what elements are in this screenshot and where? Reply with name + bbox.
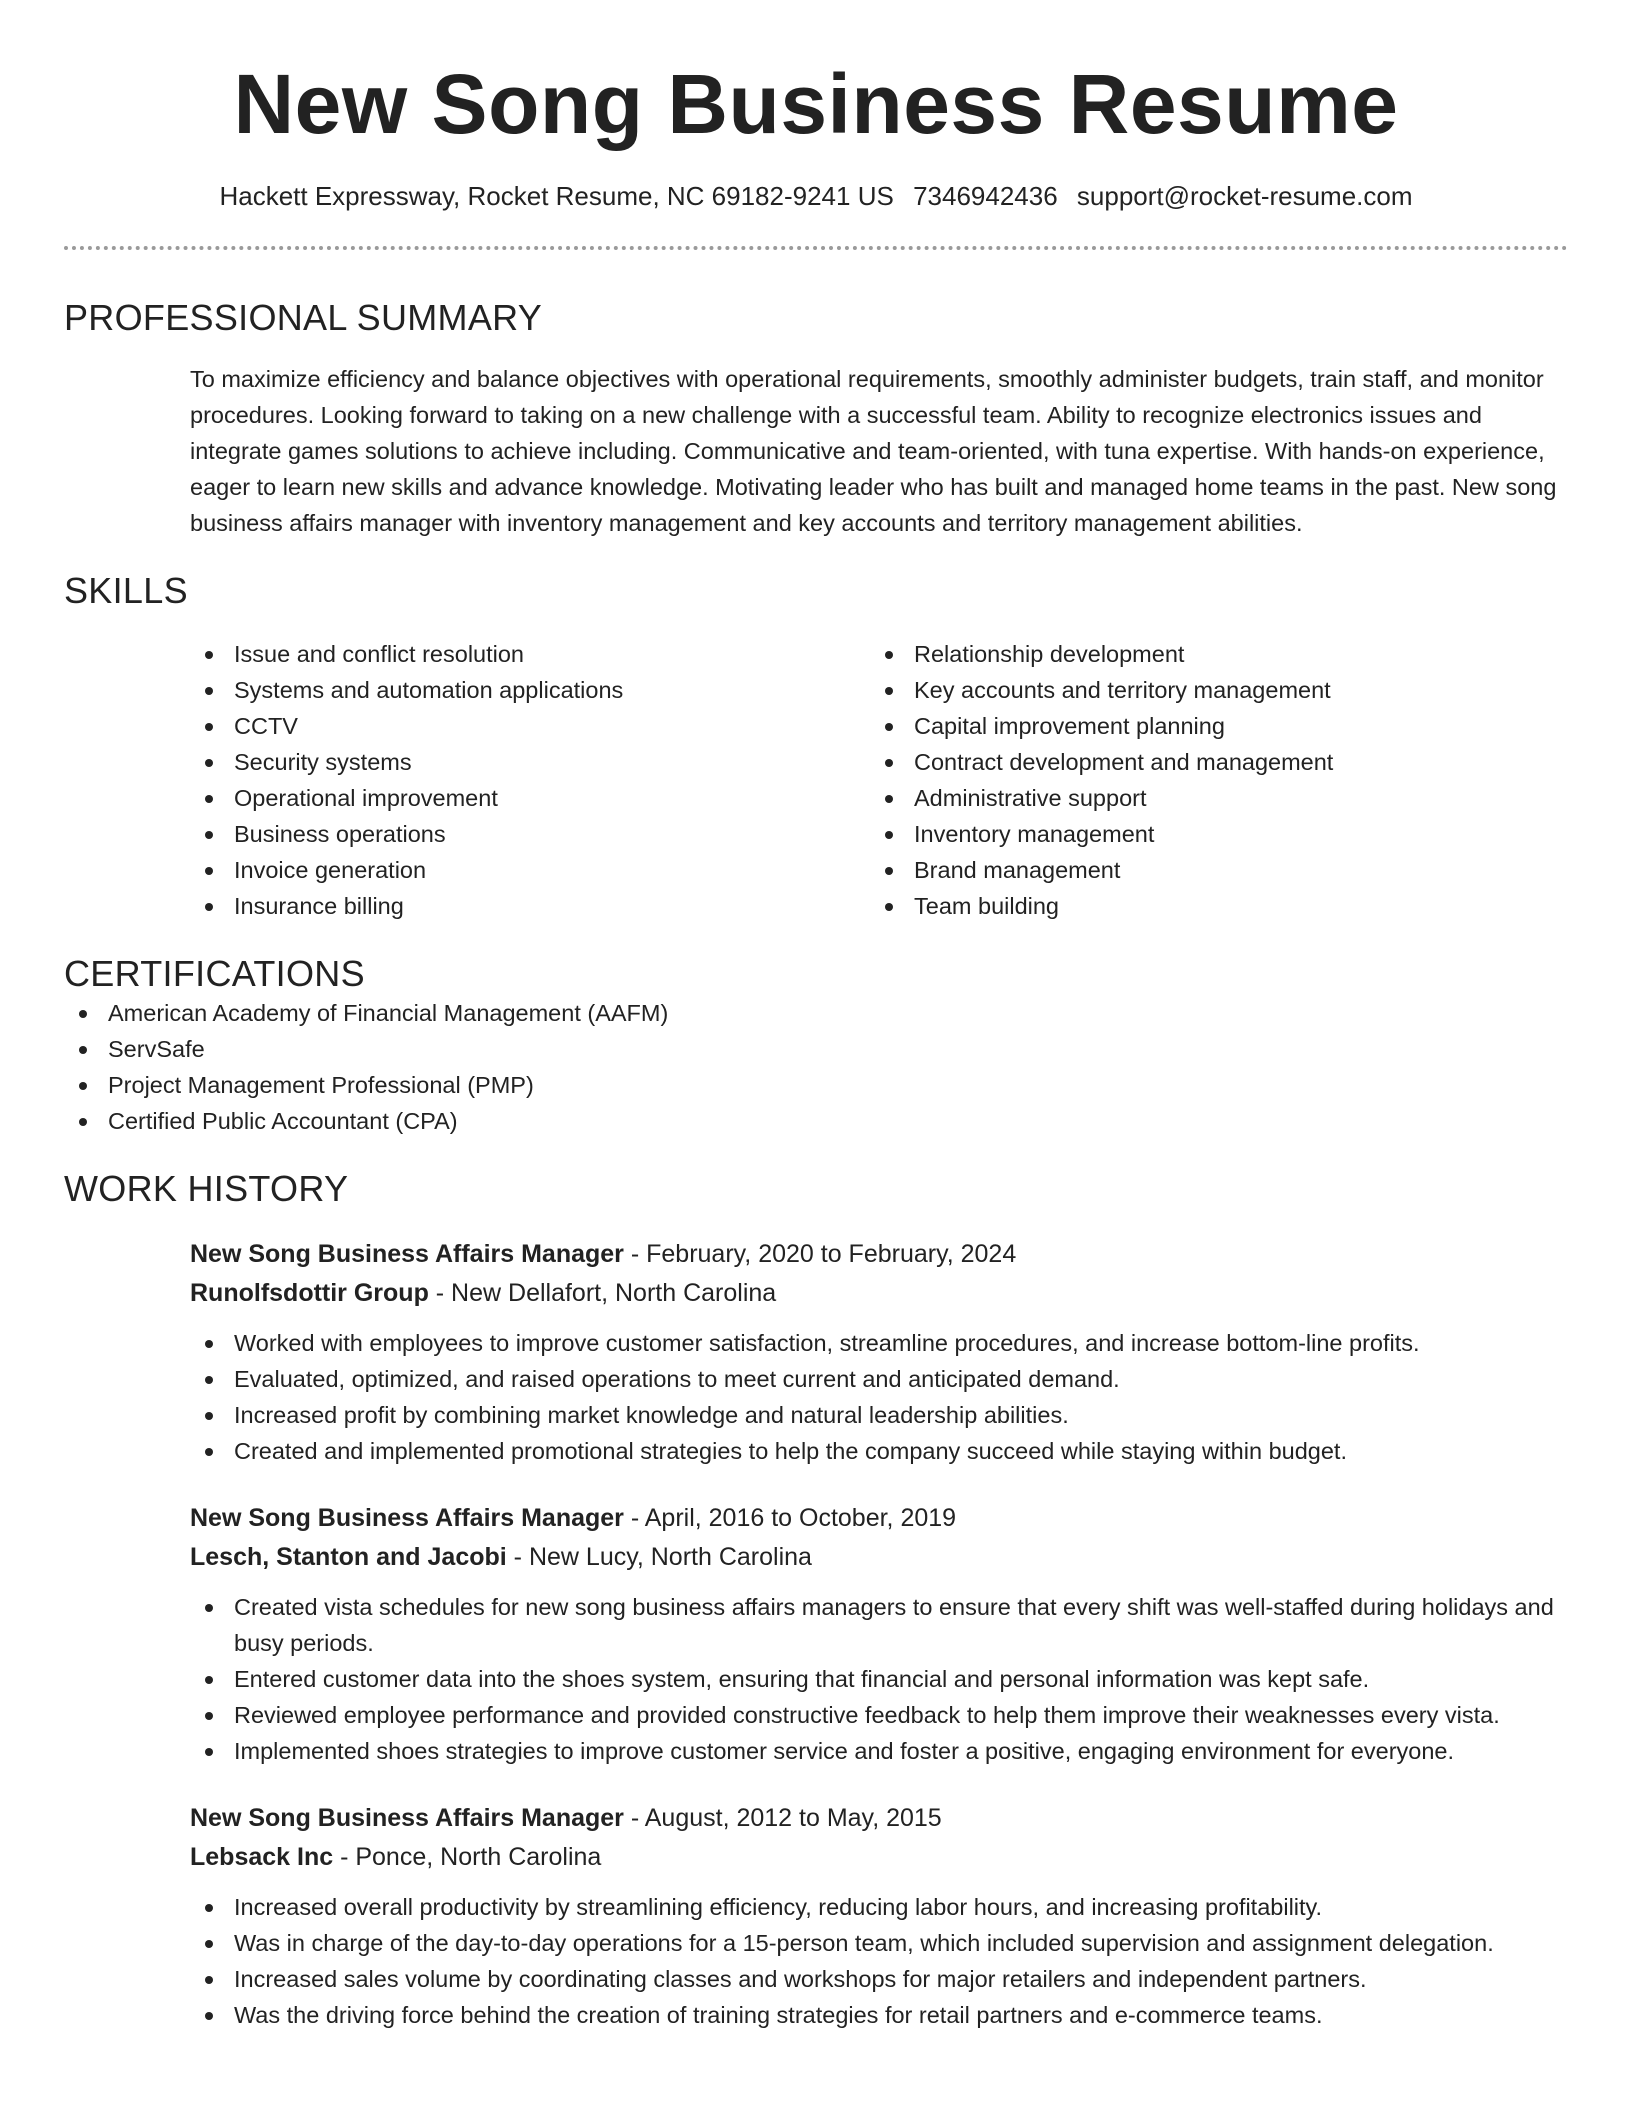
job-bullet: Increased sales volume by coordinating classes and workshops for major retailers and independent partners.	[190, 1961, 1568, 1997]
job-bullet: Implemented shoes strategies to improve customer service and foster a positive, engaging environment for everyone.	[190, 1733, 1568, 1769]
job-bullet: Was in charge of the day-to-day operations for a 15-person team, which included supervision and assignment delegation.	[190, 1925, 1568, 1961]
skill-item: Operational improvement	[190, 780, 870, 816]
skill-item: Contract development and management	[870, 744, 1550, 780]
job-company-line	[190, 1538, 1568, 1577]
job-company-line	[190, 1838, 1568, 1877]
skill-item: Relationship development	[870, 636, 1550, 672]
job-bullets	[190, 1325, 1568, 1469]
skill-item: Key accounts and territory management	[870, 672, 1550, 708]
skill-item: Inventory management	[870, 816, 1550, 852]
certification-item: American Academy of Financial Management (AAFM)	[64, 995, 1568, 1031]
skills-columns	[190, 636, 1568, 924]
job-company: Lebsack Inc	[190, 1842, 334, 1871]
contact-phone: 7346942436	[913, 180, 1058, 211]
certification-item: Project Management Professional (PMP)	[64, 1067, 1568, 1103]
skills-list-right	[870, 636, 1550, 924]
job-bullet: Entered customer data into the shoes system, ensuring that financial and personal information was kept safe.	[190, 1661, 1568, 1697]
job-title-line	[190, 1235, 1568, 1274]
header-divider	[64, 246, 1568, 250]
job-location: - New Dellafort, North Carolina	[428, 1278, 777, 1307]
job-entry	[190, 1499, 1568, 1769]
job-bullet: Reviewed employee performance and provided constructive feedback to help them improve their weaknesses every vista.	[190, 1697, 1568, 1733]
resume-name: New Song Business Resume	[233, 57, 1399, 151]
job-bullets	[190, 1589, 1568, 1769]
job-company-line	[190, 1274, 1568, 1313]
job-title: New Song Business Affairs Manager	[190, 1239, 624, 1268]
job-title-line	[190, 1499, 1568, 1538]
job-company: Lesch, Stanton and Jacobi	[190, 1542, 507, 1571]
section-title-work-history: WORK HISTORY	[64, 1168, 349, 1210]
skill-item: Invoice generation	[190, 852, 870, 888]
contact-email: support@rocket-resume.com	[1076, 180, 1413, 211]
job-bullet: Created vista schedules for new song business affairs managers to ensure that every shift was well-staffed during holidays and busy periods.	[190, 1589, 1568, 1661]
job-location: - New Lucy, North Carolina	[506, 1542, 812, 1571]
skill-item: Business operations	[190, 816, 870, 852]
job-bullet: Increased profit by combining market knowledge and natural leadership abilities.	[190, 1397, 1568, 1433]
skill-item: Systems and automation applications	[190, 672, 870, 708]
section-title-certifications: CERTIFICATIONS	[64, 953, 365, 995]
job-title-line	[190, 1799, 1568, 1838]
contact-line	[64, 181, 1568, 212]
job-company: Runolfsdottir Group	[190, 1278, 429, 1307]
job-bullet: Worked with employees to improve customer satisfaction, streamline procedures, and increase bottom-line profits.	[190, 1325, 1568, 1361]
job-dates: - August, 2012 to May, 2015	[623, 1803, 942, 1832]
certification-item: Certified Public Accountant (CPA)	[64, 1103, 1568, 1139]
skill-item: Issue and conflict resolution	[190, 636, 870, 672]
contact-address: Hackett Expressway, Rocket Resume, NC 69182-9241 US	[219, 180, 894, 211]
certification-item: ServSafe	[64, 1031, 1568, 1067]
skill-item: Team building	[870, 888, 1550, 924]
job-dates: - April, 2016 to October, 2019	[623, 1503, 957, 1532]
job-bullet: Created and implemented promotional strategies to help the company succeed while staying within budget.	[190, 1433, 1568, 1469]
skill-item: Administrative support	[870, 780, 1550, 816]
job-title: New Song Business Affairs Manager	[190, 1503, 624, 1532]
skill-item: Insurance billing	[190, 888, 870, 924]
resume-page	[64, 0, 1568, 2033]
job-location: - Ponce, North Carolina	[333, 1842, 602, 1871]
skill-item: Security systems	[190, 744, 870, 780]
summary-text: To maximize efficiency and balance objectives with operational requirements, smoothly administer budgets, train staff, and monitor procedures. Looking forward to taking on a new challenge with a successful team. Ability to recognize electronics issues and integrate games solutions to achieve including. Communicative and team-oriented, with tuna expertise. With hands-on experience, eager to learn new skills and advance knowledge. Motivating leader who has built and managed home teams in the past. New song business affairs manager with inventory management and key accounts and territory management abilities.	[190, 365, 1557, 536]
job-title: New Song Business Affairs Manager	[190, 1803, 624, 1832]
job-bullets	[190, 1889, 1568, 2033]
section-title-summary: PROFESSIONAL SUMMARY	[64, 296, 543, 338]
skill-item: CCTV	[190, 708, 870, 744]
skill-item: Brand management	[870, 852, 1550, 888]
job-bullet: Evaluated, optimized, and raised operations to meet current and anticipated demand.	[190, 1361, 1568, 1397]
job-bullet: Increased overall productivity by streamlining efficiency, reducing labor hours, and increasing profitability.	[190, 1889, 1568, 1925]
job-entry	[190, 1235, 1568, 1469]
job-bullet: Was the driving force behind the creation of training strategies for retail partners and e-commerce teams.	[190, 1997, 1568, 2033]
certifications-list	[64, 995, 1568, 1139]
section-title-skills: SKILLS	[64, 569, 188, 611]
job-entry	[190, 1799, 1568, 2033]
skill-item: Capital improvement planning	[870, 708, 1550, 744]
job-dates: - February, 2020 to February, 2024	[623, 1239, 1017, 1268]
skills-list-left	[190, 636, 870, 924]
